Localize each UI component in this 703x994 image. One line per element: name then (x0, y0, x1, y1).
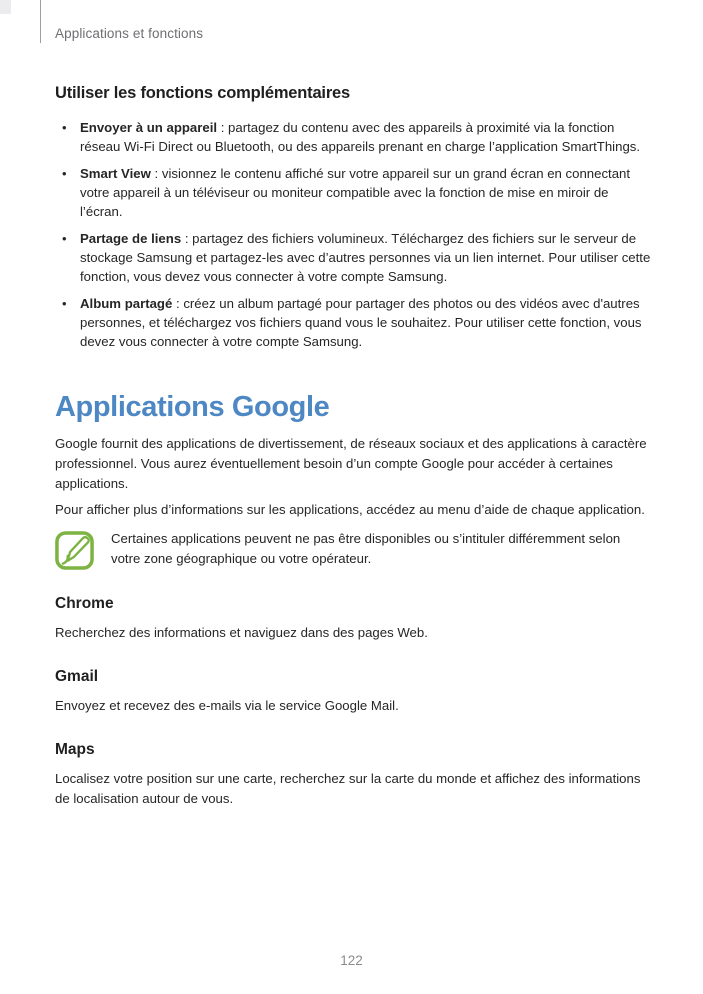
app-description-maps: Localisez votre position sur une carte, recherchez sur la carte du monde et affichez des informations de localisation autour de vous. (55, 771, 641, 806)
feature-text (80, 166, 630, 219)
app-description-gmail: Envoyez et recevez des e-mails via le service Google Mail. (55, 698, 399, 713)
bullet-marker: • (62, 166, 67, 181)
feature-text (80, 296, 642, 349)
scan-artifact (0, 0, 11, 14)
feature-description: : visionnez le contenu affiché sur votre appareil sur un grand écran en connectant votre appareil à un téléviseur ou moniteur compatible avec la fonction de mise en miroir de l’écran. (80, 166, 631, 219)
feature-name: Envoyer à un appareil (80, 120, 218, 135)
feature-item-album-partage (55, 294, 653, 351)
page-number: 122 (340, 953, 363, 968)
app-heading-maps: Maps (55, 741, 95, 758)
feature-item-partage-liens (55, 229, 653, 286)
page-content (55, 0, 653, 809)
feature-description: : créez un album partagé pour partager des photos ou des vidéos avec d'autres personnes, et téléchargez vos fichiers quand vous le souhaitez. Pour utiliser cette fonction, vous devez vous connecter à votre compte Samsung. (80, 296, 642, 349)
google-intro-paragraph: Google fournit des applications de divertissement, de réseaux sociaux et des applications à caractère professionnel. Vous aurez éventuellement besoin d’un compte Google pour accéder à certaines applications. (55, 436, 647, 491)
bullet-marker: • (62, 120, 67, 135)
bullet-marker: • (62, 231, 67, 246)
app-description-chrome: Recherchez des informations et naviguez dans des pages Web. (55, 625, 428, 640)
section-title-complementary: Utiliser les fonctions complémentaires (55, 84, 350, 102)
note-pencil-icon (55, 531, 94, 570)
feature-item-envoyer (55, 118, 653, 156)
feature-description: : partagez du contenu avec des appareils à proximité via la fonction réseau Wi-Fi Direct ou Bluetooth, ou des appareils prenant en charge l’application SmartThings. (80, 120, 641, 154)
bullet-marker: • (62, 296, 67, 311)
app-heading-chrome: Chrome (55, 595, 114, 612)
feature-list (55, 118, 653, 351)
google-more-info-paragraph: Pour afficher plus d’informations sur les applications, accédez au menu d’aide de chaque application. (55, 502, 645, 517)
feature-name: Smart View (80, 166, 151, 181)
feature-name: Album partagé (80, 296, 173, 311)
feature-name: Partage de liens (80, 231, 182, 246)
feature-text (80, 231, 650, 284)
section-title-google-apps: Applications Google (55, 391, 330, 423)
header-rule (40, 0, 41, 43)
note-text: Certaines applications peuvent ne pas être disponibles ou s’intituler différemment selon votre zone géographique ou votre opérateur. (111, 531, 621, 566)
app-heading-gmail: Gmail (55, 668, 99, 685)
feature-text (80, 120, 640, 154)
running-header: Applications et fonctions (55, 26, 204, 41)
feature-description: : partagez des fichiers volumineux. Téléchargez des fichiers sur le serveur de stockage Samsung et partagez-les avec d’autres personnes via un lien internet. Pour utiliser cette fonction, vous devez vous connecter à votre compte Samsung. (80, 231, 651, 284)
note (55, 529, 653, 570)
feature-item-smart-view (55, 164, 653, 221)
